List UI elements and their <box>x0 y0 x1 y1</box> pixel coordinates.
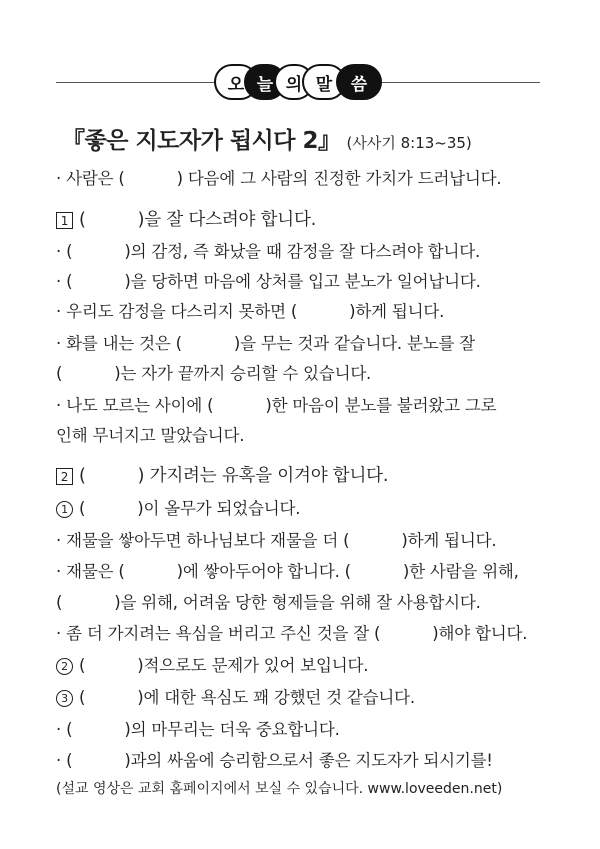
worksheet-line <box>56 392 496 416</box>
line-text: )에 대한 욕심도 꽤 강했던 것 같습니다. <box>137 688 415 707</box>
line-text: · 재물을 쌓아두면 하나님보다 재물을 더 ( <box>56 531 350 550</box>
worksheet-line <box>56 268 481 292</box>
worksheet-line <box>56 558 519 582</box>
line-text: )한 마음이 분노를 불러왔고 그로 <box>265 396 497 415</box>
line-text: ) 가지려는 유혹을 이겨야 합니다. <box>137 466 389 486</box>
line-text: · 좀 더 가지려는 욕심을 버리고 주신 것을 잘 ( <box>56 624 381 643</box>
line-text: )하게 됩니다. <box>349 302 445 321</box>
worksheet-line <box>56 716 340 740</box>
worksheet-line <box>56 589 481 613</box>
line-text: ( <box>56 593 63 612</box>
section-heading <box>56 462 388 487</box>
header-char: 늘 <box>244 64 286 100</box>
line-text: )적으로도 문제가 있어 보입니다. <box>137 656 369 675</box>
worksheet-line <box>56 684 415 708</box>
line-text: ( <box>79 210 86 230</box>
line-text: )이 올무가 되었습니다. <box>137 499 301 518</box>
line-text: · 화를 내는 것은 ( <box>56 334 182 353</box>
header-char: 씀 <box>336 64 382 100</box>
header-char: 의 <box>274 64 314 100</box>
line-text: ) 다음에 그 사람의 진정한 가치가 드러납니다. <box>176 169 502 188</box>
worksheet-line <box>56 165 501 189</box>
line-text: ( <box>79 688 86 707</box>
line-text: )하게 됩니다. <box>401 531 497 550</box>
line-text: )을 잘 다스려야 합니다. <box>137 210 317 230</box>
header-char: 오 <box>214 64 258 100</box>
circled-number: 2 <box>56 658 73 675</box>
circled-number: 3 <box>56 690 73 707</box>
line-text: )에 쌓아두어야 합니다. ( <box>176 562 351 581</box>
line-text: ( <box>79 656 86 675</box>
line-text: ( <box>79 466 86 486</box>
line-text: )을 위해, 어려움 당한 형제들을 위해 잘 사용합시다. <box>114 593 481 612</box>
sermon-title-main: 『좋은 지도자가 됩시다 2』 <box>62 128 341 154</box>
line-text: )과의 싸움에 승리함으로서 좋은 지도자가 되시기를! <box>124 751 493 770</box>
circled-number: 1 <box>56 501 73 518</box>
line-text: )의 감정, 즉 화났을 때 감정을 잘 다스려야 합니다. <box>124 242 481 261</box>
line-text: · 사람은 ( <box>56 169 125 188</box>
line-text: · ( <box>56 272 73 291</box>
worksheet-line <box>56 620 527 644</box>
worksheet-line <box>56 422 244 446</box>
footer-note: (설교 영상은 교회 홈페이지에서 보실 수 있습니다. www.loveeden.net) <box>56 781 503 797</box>
line-text: )을 무는 것과 같습니다. 분노를 잘 <box>233 334 476 353</box>
section-number-box: 1 <box>56 212 73 229</box>
line-text: )는 자가 끝까지 승리할 수 있습니다. <box>114 364 372 383</box>
line-text: · ( <box>56 242 73 261</box>
line-text: · 재물은 ( <box>56 562 125 581</box>
line-text: )의 마무리는 더욱 중요합니다. <box>124 720 340 739</box>
worksheet-line <box>56 527 496 551</box>
worksheet-line <box>56 747 493 771</box>
scripture-reference: (사사기 8:13~35) <box>346 134 472 152</box>
line-text: ( <box>79 499 86 518</box>
worksheet-line <box>56 652 368 676</box>
section-number-box: 2 <box>56 468 73 485</box>
line-text: )해야 합니다. <box>432 624 528 643</box>
header-char: 말 <box>302 64 346 100</box>
line-text: · ( <box>56 751 73 770</box>
header <box>56 62 540 102</box>
line-text: 인해 무너지고 말았습니다. <box>56 426 245 445</box>
header-title <box>214 62 382 102</box>
line-text: ( <box>56 364 63 383</box>
line-text: · ( <box>56 720 73 739</box>
section-heading <box>56 206 316 231</box>
worksheet-line <box>56 298 444 322</box>
worksheet-line <box>56 495 300 519</box>
worksheet-line <box>56 238 480 262</box>
sermon-title <box>62 122 472 155</box>
worksheet-line <box>56 330 475 354</box>
line-text: · 우리도 감정을 다스리지 못하면 ( <box>56 302 298 321</box>
line-text: )한 사람을 위해, <box>402 562 519 581</box>
worksheet-line <box>56 360 371 384</box>
line-text: · 나도 모르는 사이에 ( <box>56 396 214 415</box>
line-text: )을 당하면 마음에 상처를 입고 분노가 일어납니다. <box>124 272 481 291</box>
